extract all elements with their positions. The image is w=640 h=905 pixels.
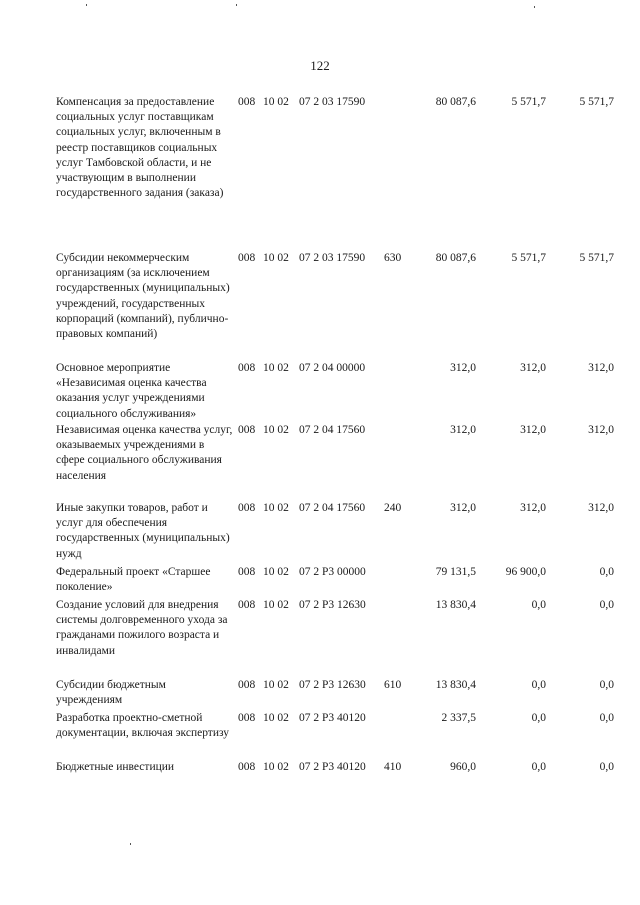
amount-col-3: 5 571,7 [579, 252, 614, 264]
amount-col-1: 13 830,4 [435, 599, 476, 611]
row-name: Субсидии бюджетным учреждениям [56, 679, 166, 707]
amount-col-3: 0,0 [599, 599, 614, 611]
ministry-code: 008 [238, 566, 256, 578]
amount-col-2: 0,0 [531, 712, 546, 724]
ministry-code: 008 [238, 712, 256, 724]
amount-col-1: 13 830,4 [435, 679, 476, 691]
row-name: Разработка проектно-сметной документации, включая экспертизу [56, 712, 230, 740]
target-article-code: 07 2 P3 40120 [299, 761, 366, 773]
target-article-code: 07 2 P3 00000 [299, 566, 366, 578]
row-name: Федеральный проект «Старшее поколение» [56, 566, 211, 594]
amount-col-3: 5 571,7 [579, 96, 614, 108]
row-name: Субсидии некоммерческим организациям (за исключением государственных (муниципальных) учреждений, государственных корпораций (компаний), публично-правовых компаний) [56, 252, 230, 341]
section-code: 10 02 [263, 761, 289, 773]
amount-col-3: 0,0 [599, 679, 614, 691]
target-article-code: 07 2 P3 12630 [299, 679, 366, 691]
expense-type-code: 630 [384, 252, 402, 264]
amount-col-3: 312,0 [588, 502, 614, 514]
amount-col-2: 0,0 [531, 599, 546, 611]
section-code: 10 02 [263, 679, 289, 691]
amount-col-2: 96 900,0 [505, 566, 546, 578]
section-code: 10 02 [263, 566, 289, 578]
target-article-code: 07 2 03 17590 [299, 96, 366, 108]
row-name: Основное мероприятие «Независимая оценка качества оказания услуг учреждениями социального обслуживания» [56, 362, 207, 420]
target-article-code: 07 2 P3 40120 [299, 712, 366, 724]
section-code: 10 02 [263, 252, 289, 264]
ministry-code: 008 [238, 424, 256, 436]
amount-col-2: 5 571,7 [511, 252, 546, 264]
scan-speck [130, 843, 131, 845]
target-article-code: 07 2 04 00000 [299, 362, 366, 374]
ministry-code: 008 [238, 761, 256, 773]
ministry-code: 008 [238, 362, 256, 374]
amount-col-2: 0,0 [531, 679, 546, 691]
amount-col-2: 312,0 [520, 362, 546, 374]
section-code: 10 02 [263, 502, 289, 514]
amount-col-1: 312,0 [450, 502, 476, 514]
amount-col-1: 312,0 [450, 424, 476, 436]
expense-type-code: 610 [384, 679, 402, 691]
expense-type-code: 240 [384, 502, 402, 514]
amount-col-1: 80 087,6 [435, 96, 476, 108]
amount-col-3: 0,0 [599, 566, 614, 578]
amount-col-1: 312,0 [450, 362, 476, 374]
scan-speck [534, 6, 535, 8]
amount-col-1: 80 087,6 [435, 252, 476, 264]
row-name: Компенсация за предоставление социальных услуг поставщикам социальных услуг, включенным в реестр поставщиков социальных услуг Тамбовской области, и не участвующим в выполнении государственного задания (заказа) [56, 96, 224, 200]
amount-col-3: 0,0 [599, 761, 614, 773]
amount-col-3: 0,0 [599, 712, 614, 724]
page-number: 122 [310, 58, 330, 73]
scan-speck [236, 4, 237, 6]
row-name: Иные закупки товаров, работ и услуг для обеспечения государственных (муниципальных) нужд [56, 502, 230, 560]
section-code: 10 02 [263, 362, 289, 374]
row-name: Независимая оценка качества услуг, оказываемых учреждениями в сфере социального обслуживания населения [56, 424, 233, 482]
target-article-code: 07 2 04 17560 [299, 502, 366, 514]
ministry-code: 008 [238, 599, 256, 611]
amount-col-3: 312,0 [588, 424, 614, 436]
scan-speck [86, 4, 87, 6]
section-code: 10 02 [263, 424, 289, 436]
amount-col-2: 0,0 [531, 761, 546, 773]
ministry-code: 008 [238, 679, 256, 691]
target-article-code: 07 2 P3 12630 [299, 599, 366, 611]
amount-col-1: 960,0 [450, 761, 476, 773]
amount-col-3: 312,0 [588, 362, 614, 374]
expense-type-code: 410 [384, 761, 402, 773]
ministry-code: 008 [238, 96, 256, 108]
section-code: 10 02 [263, 712, 289, 724]
section-code: 10 02 [263, 599, 289, 611]
row-name: Бюджетные инвестиции [56, 761, 175, 773]
target-article-code: 07 2 04 17560 [299, 424, 366, 436]
ministry-code: 008 [238, 252, 256, 264]
row-name: Создание условий для внедрения системы долговременного ухода за гражданами пожилого возраста и инвалидами [56, 599, 228, 657]
amount-col-2: 312,0 [520, 424, 546, 436]
section-code: 10 02 [263, 96, 289, 108]
amount-col-1: 2 337,5 [441, 712, 476, 724]
ministry-code: 008 [238, 502, 256, 514]
amount-col-2: 5 571,7 [511, 96, 546, 108]
amount-col-1: 79 131,5 [435, 566, 476, 578]
target-article-code: 07 2 03 17590 [299, 252, 366, 264]
amount-col-2: 312,0 [520, 502, 546, 514]
